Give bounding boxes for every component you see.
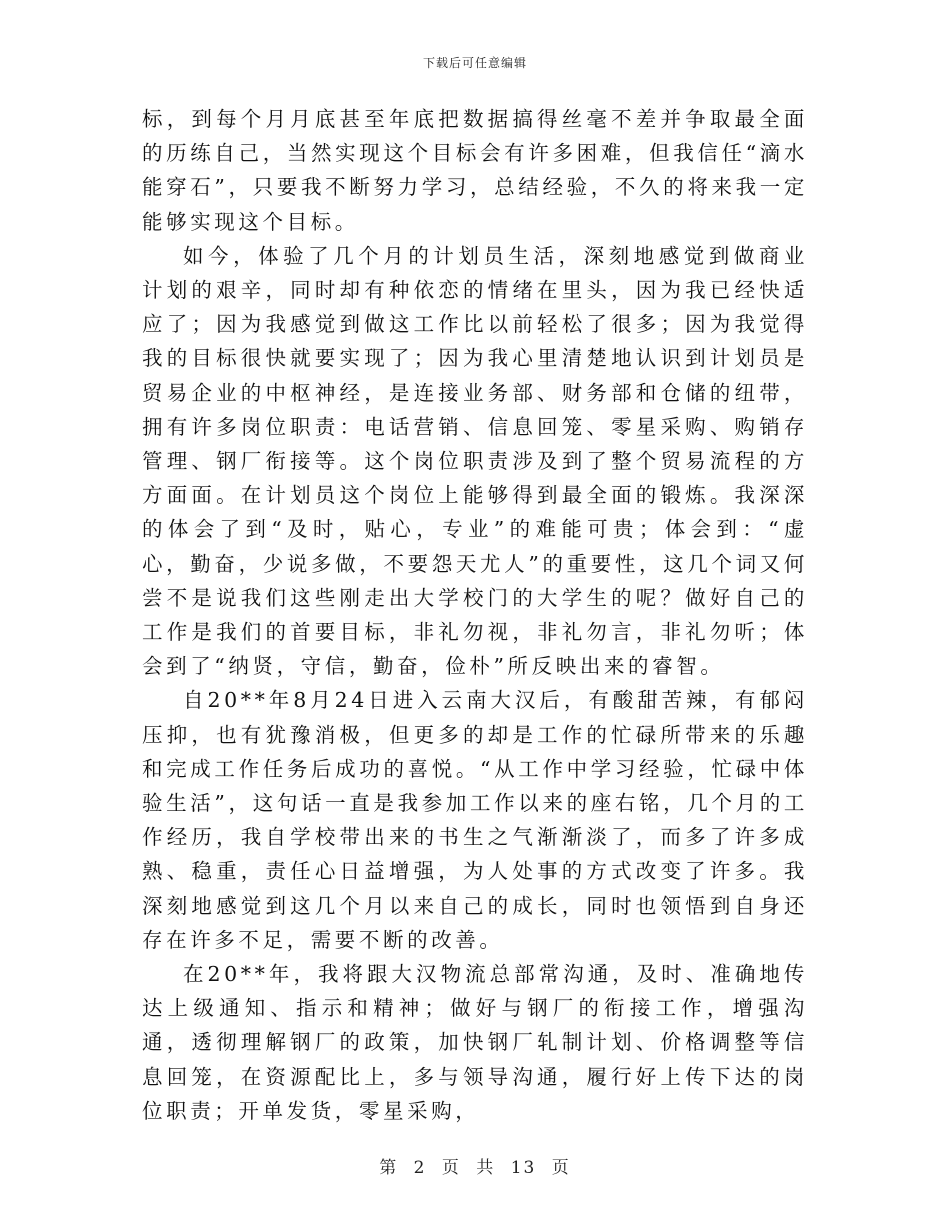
paragraph: 在20**年，我将跟大汉物流总部常沟通，及时、准确地传达上级通知、指示和精神；做好与钢厂的衔接工作，增强沟通，透彻理解钢厂的政策，加快钢厂轧制计划、价格调整等信息回笼，在资源配比上，多与领导沟通，履行好上传下达的岗位职责；开单发货，零星采购， — [142, 962, 808, 1123]
total-unit: 页 — [551, 1158, 571, 1178]
document-body — [142, 102, 808, 1128]
page-header-note: 下载后可任意编辑 — [422, 56, 527, 70]
total-label: 共 — [476, 1158, 496, 1178]
page-footer — [0, 1153, 950, 1178]
paragraph: 如今，体验了几个月的计划员生活，深刻地感觉到做商业计划的艰辛，同时却有种依恋的情绪在里头，因为我已经快适应了；因为我感觉到做这工作比以前轻松了很多；因为我觉得我的目标很快就要实现了；因为我心里清楚地认识到计划员是贸易企业的中枢神经，是连接业务部、财务部和仓储的纽带，拥有许多岗位职责：电话营销、信息回笼、零星采购、购销存管理、钢厂衔接等。这个岗位职责涉及到了整个贸易流程的方方面面。在计划员这个岗位上能够得到最全面的锻炼。我深深的体会了到“及时，贴心，专业”的难能可贵；体会到：“虚心，勤奋，少说多做，不要怨天尤人”的重要性，这几个词又何尝不是说我们这些刚走出大学校门的大学生的呢？做好自己的工作是我们的首要目标，非礼勿视，非礼勿言，非礼勿听；体会到了“纳贤，守信，勤奋，俭朴”所反映出来的睿智。 — [142, 243, 808, 679]
page-unit: 页 — [441, 1158, 461, 1178]
paragraph: 自20**年8月24日进入云南大汉后，有酸甜苦辣，有郁闷压抑，也有犹豫消极，但更多的却是工作的忙碌所带来的乐趣和完成工作任务后成功的喜悦。“从工作中学习经验，忙碌中体验生活”，这句话一直是我参加工作以来的座右铭，几个月的工作经历，我自学校带出来的书生之气渐渐淡了，而多了许多成熟、稳重，责任心日益增强，为人处事的方式改变了许多。我深刻地感觉到这几个月以来自己的成长，同时也领悟到自身还存在许多不足，需要不断的改善。 — [142, 688, 808, 952]
total-pages-number: 13 — [510, 1158, 537, 1178]
paragraph-continued: 标，到每个月月底甚至年底把数据搞得丝毫不差并争取最全面的历练自己，当然实现这个目标会有许多困难，但我信任“滴水能穿石”，只要我不断努力学习，总结经验，不久的将来我一定能够实现这个目标。 — [142, 107, 808, 234]
page-label: 第 — [379, 1158, 399, 1178]
current-page-number: 2 — [413, 1158, 427, 1178]
